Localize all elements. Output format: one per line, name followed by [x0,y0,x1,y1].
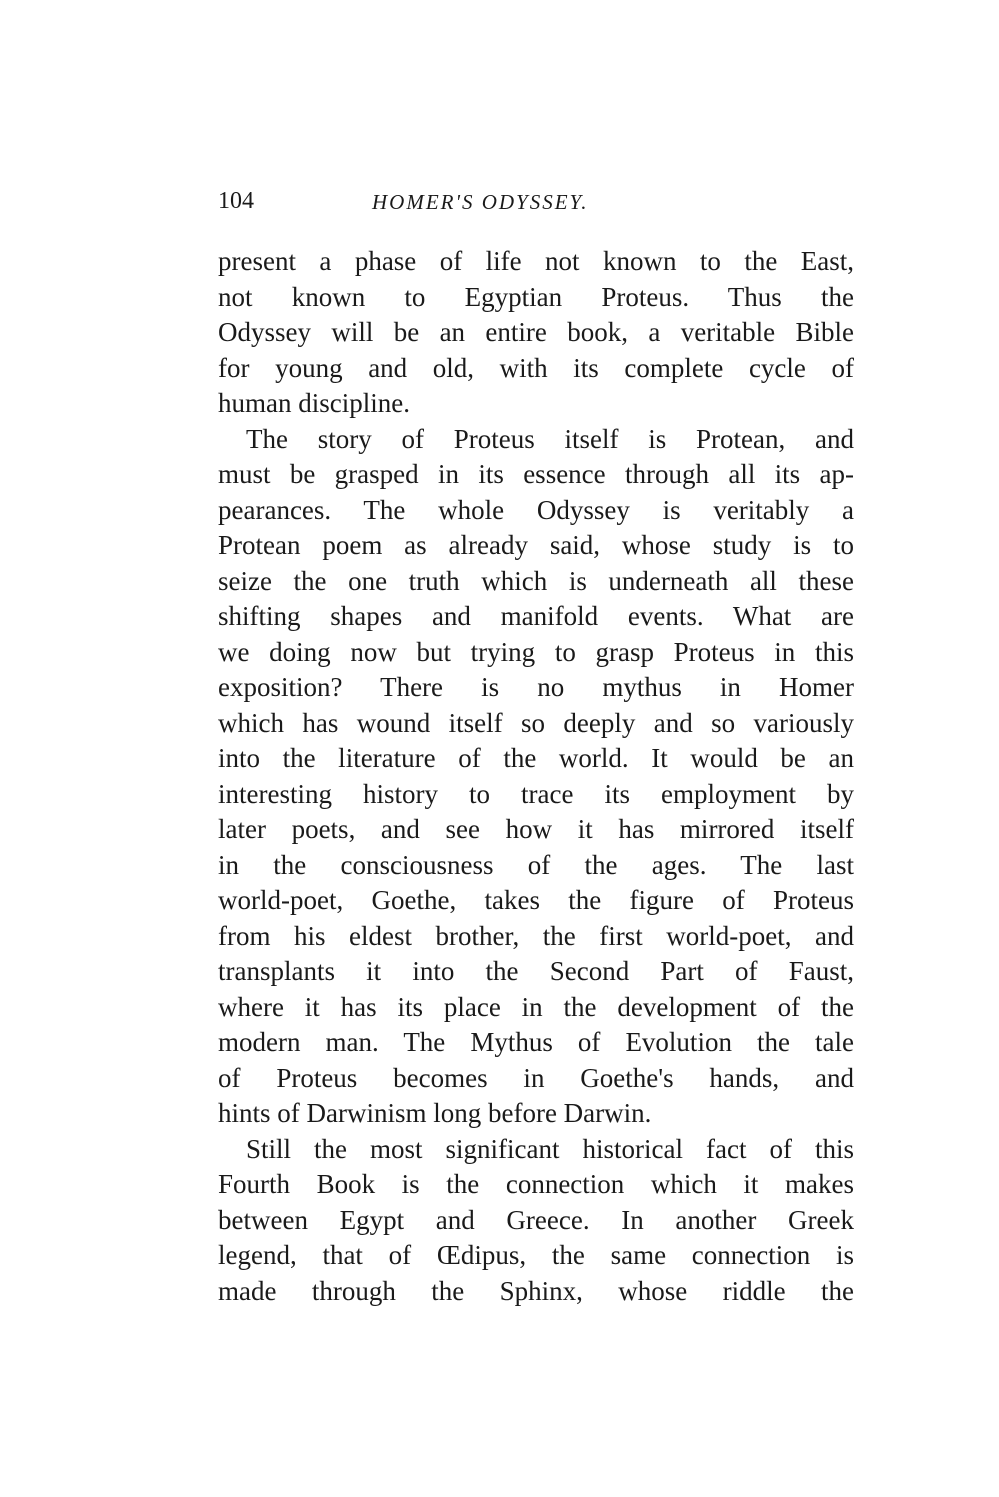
text-line: human discipline. [218,388,410,418]
text-line: between Egypt and Greece. In another Greek [218,1204,854,1235]
running-title: HOMER'S ODYSSEY. [372,190,589,214]
text-line: exposition? There is no mythus in Homer [218,672,854,702]
page-number: 104 [218,188,254,214]
text-line: which has wound itself so deeply and so variously [218,707,854,738]
text-line: in the consciousness of the ages. The last [218,849,854,880]
page-header [218,188,858,222]
text-line: Odyssey will be an entire book, a veritable Bible [218,317,854,347]
text-line: where it has its place in the development of the [218,991,854,1022]
text-line: modern man. The Mythus of Evolution the tale [218,1027,854,1057]
text-line: seize the one truth which is underneath all these [218,565,854,596]
body-text [218,244,854,1309]
text-line: from his eldest brother, the first world-poet, and [218,920,854,951]
text-line: world-poet, Goethe, takes the figure of Proteus [218,885,854,915]
text-line: legend, that of Œdipus, the same connection is [218,1240,854,1270]
text-line: Protean poem as already said, whose study is to [218,530,854,560]
text-line: made through the Sphinx, whose riddle the [218,1275,854,1306]
text-line: not known to Egyptian Proteus. Thus the [218,281,854,312]
text-line: present a phase of life not known to the East, [218,246,854,276]
text-line: for young and old, with its complete cycle of [218,352,854,383]
text-line: The story of Proteus itself is Protean, and [246,423,854,454]
text-line: transplants it into the Second Part of Faust, [218,956,854,986]
text-line: pearances. The whole Odyssey is veritably a [218,494,854,525]
text-line: we doing now but trying to grasp Proteus in this [218,636,854,667]
text-line: into the literature of the world. It would be an [218,743,854,773]
text-line: hints of Darwinism long before Darwin. [218,1098,652,1128]
text-line: interesting history to trace its employment by [218,778,854,809]
text-line: Fourth Book is the connection which it makes [218,1169,854,1199]
text-line: of Proteus becomes in Goethe's hands, and [218,1062,854,1093]
text-line: Still the most significant historical fact of this [246,1133,854,1164]
text-line: shifting shapes and manifold events. What are [218,601,854,631]
text-line: later poets, and see how it has mirrored itself [218,814,854,844]
text-line: must be grasped in its essence through all its ap- [218,459,854,489]
